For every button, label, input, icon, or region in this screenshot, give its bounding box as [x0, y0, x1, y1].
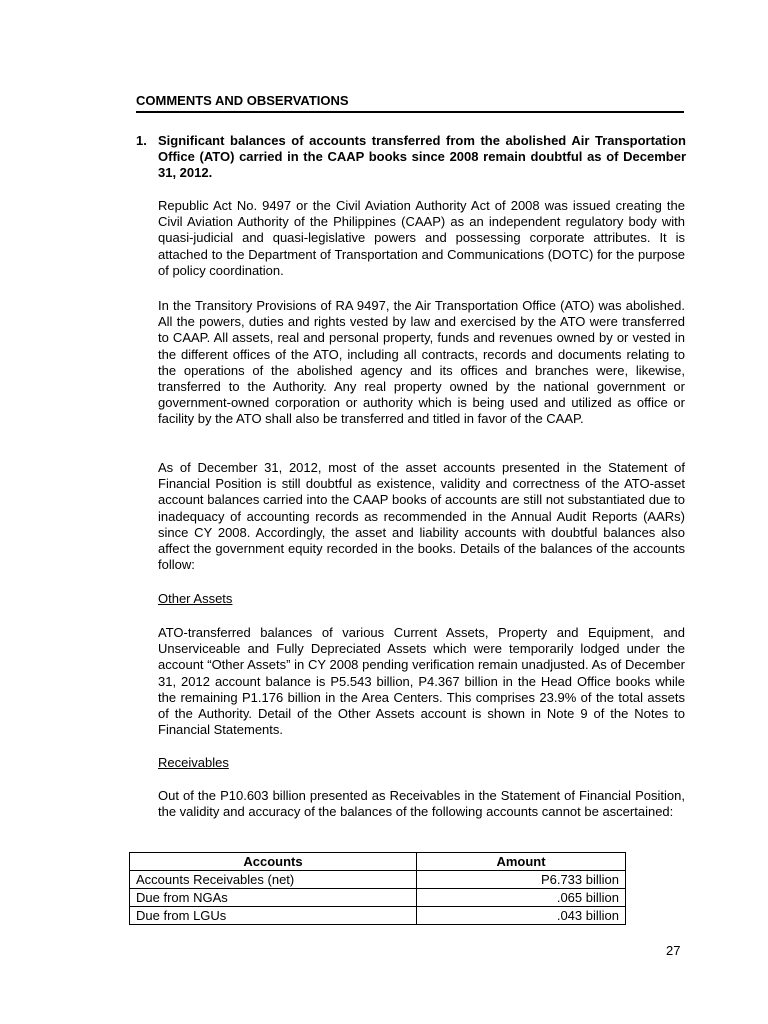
receivables-paragraph: Out of the P10.603 billion presented as Receivables in the Statement of Financial Position, the validity and accuracy of the balances of the following accounts cannot be ascertained: [158, 788, 685, 820]
paragraph-asset-accounts: As of December 31, 2012, most of the asset accounts presented in the Statement of Financial Position is still doubtful as existence, validity and correctness of the ATO-asset account balances carried into the CAAP books of accounts are still not substantiated due to inadequacy of accounting records as recommended in the Annual Audit Reports (AARs) since CY 2008. Accordingly, the asset and liability accounts with doubtful balances also affect the government equity recorded in the books. Details of the balances of the accounts follow: [158, 460, 685, 573]
account-amount: .043 billion [417, 907, 626, 925]
table-row [130, 907, 626, 925]
table-row [130, 889, 626, 907]
column-header-accounts: Accounts [130, 853, 417, 871]
finding-title: Significant balances of accounts transferred from the abolished Air Transportation Office (ATO) carried in the CAAP books since 2008 remain doubtful as of December 31, 2012. [158, 133, 686, 181]
paragraph-transitory-provisions: In the Transitory Provisions of RA 9497, the Air Transportation Office (ATO) was abolished. All the powers, duties and rights vested by law and exercised by the ATO were transferred to CAAP. All assets, real and personal property, funds and revenues owned by or vested in the different offices of the ATO, including all contracts, records and documents relating to the operations of the abolished agency and its offices and branches were, likewise, transferred to the Authority. Any real property owned by the national government or government-owned corporation or authority which is being used and utilized as office or facility by the ATO shall also be transferred and titled in favor of the CAAP. [158, 298, 685, 427]
finding-number: 1. [136, 133, 147, 148]
other-assets-heading: Other Assets [158, 591, 233, 606]
table-row [130, 871, 626, 889]
table-header-row [130, 853, 626, 871]
column-header-amount: Amount [417, 853, 626, 871]
receivables-table [129, 852, 626, 925]
receivables-heading: Receivables [158, 755, 229, 770]
finding-heading [136, 133, 686, 182]
account-amount: P6.733 billion [417, 871, 626, 889]
page-number: 27 [666, 943, 681, 958]
account-name: Accounts Receivables (net) [130, 871, 417, 889]
section-heading: COMMENTS AND OBSERVATIONS [136, 93, 684, 113]
other-assets-paragraph: ATO-transferred balances of various Current Assets, Property and Equipment, and Unserviceable and Fully Depreciated Assets which were temporarily lodged under the account “Other Assets” in CY 2008 pending verification remain unadjusted. As of December 31, 2012 account balance is P5.543 billion, P4.367 billion in the Head Office books while the remaining P1.176 billion in the Area Centers. This comprises 23.9% of the total assets of the Authority. Detail of the Other Assets account is shown in Note 9 of the Notes to Financial Statements. [158, 625, 685, 738]
account-amount: .065 billion [417, 889, 626, 907]
account-name: Due from NGAs [130, 889, 417, 907]
account-name: Due from LGUs [130, 907, 417, 925]
paragraph-ra9497: Republic Act No. 9497 or the Civil Aviation Authority Act of 2008 was issued creating the Civil Aviation Authority of the Philippines (CAAP) as an independent regulatory body with quasi-judicial and quasi-legislative powers and possessing corporate attributes. It is attached to the Department of Transportation and Communications (DOTC) for the purpose of policy coordination. [158, 198, 685, 278]
